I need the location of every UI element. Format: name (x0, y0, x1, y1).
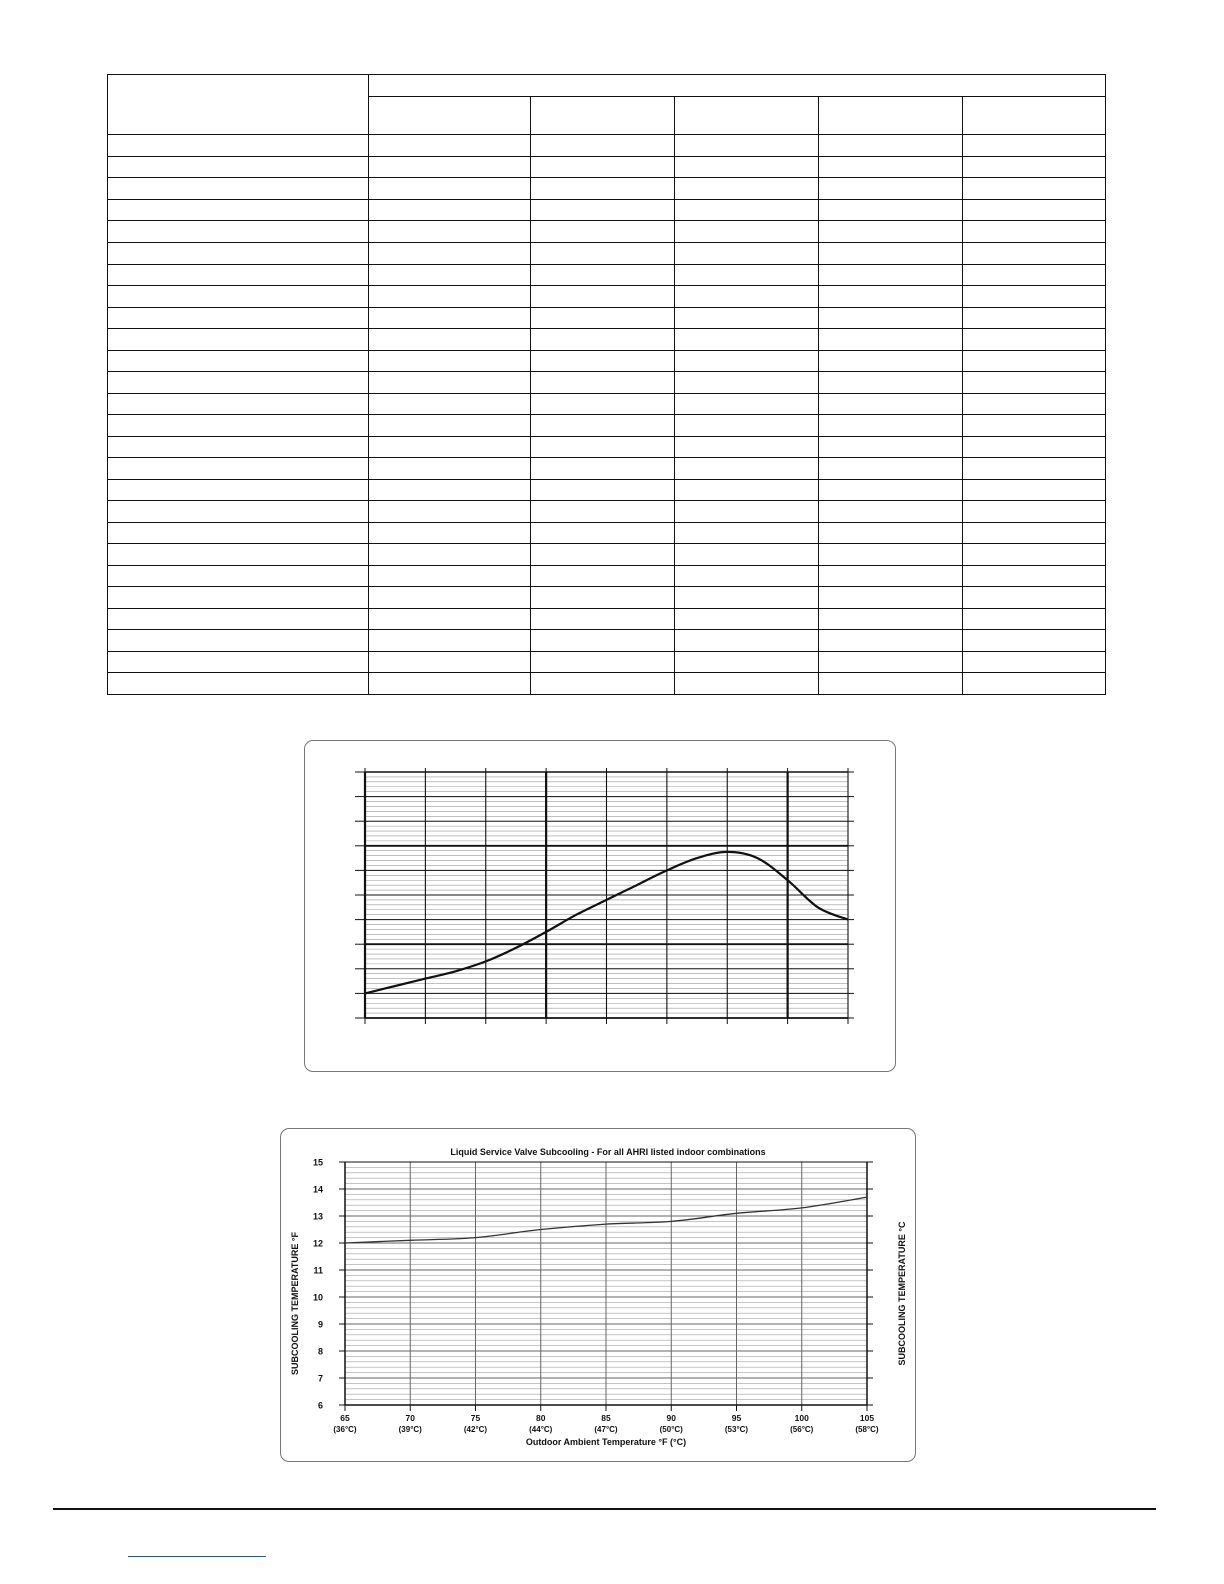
table-cell (369, 501, 531, 523)
table-cell (108, 522, 369, 544)
table-cell (531, 156, 675, 178)
table-cell (369, 673, 531, 695)
table-cell (675, 458, 819, 480)
table-cell (108, 630, 369, 652)
table-row (108, 673, 1106, 695)
x-tick-sublabel: (47°C) (594, 1425, 618, 1434)
table-row (108, 479, 1106, 501)
table-cell (675, 264, 819, 286)
table-cell (369, 651, 531, 673)
table-row (108, 393, 1106, 415)
x-tick-sublabel: (36°C) (333, 1425, 357, 1434)
table-cell (531, 479, 675, 501)
table-row (108, 286, 1106, 308)
table-cell (369, 436, 531, 458)
table-cell (531, 436, 675, 458)
x-tick-sublabel: (44°C) (529, 1425, 553, 1434)
table-row (108, 436, 1106, 458)
y-tick-label: 9 (317, 1319, 323, 1330)
table-cell (819, 135, 963, 157)
table-cell (675, 156, 819, 178)
table-cell (108, 458, 369, 480)
table-cell (369, 156, 531, 178)
table-cell (963, 307, 1106, 329)
table-cell (108, 307, 369, 329)
data-table (107, 74, 1106, 695)
table-cell (963, 565, 1106, 587)
chart-title: Liquid Service Valve Subcooling - For all AHRI listed indoor combinations (450, 1147, 766, 1157)
table-cell (675, 501, 819, 523)
table-cell (819, 221, 963, 243)
y-tick-label: 14 (312, 1184, 323, 1195)
table-cell (369, 479, 531, 501)
table-cell (675, 393, 819, 415)
table-cell (675, 544, 819, 566)
table-cell (369, 135, 531, 157)
table-cell (819, 393, 963, 415)
chart-panel-2 (280, 1128, 916, 1462)
table-cell (963, 501, 1106, 523)
table-row (108, 565, 1106, 587)
table-cell (369, 242, 531, 264)
table-cell (819, 458, 963, 480)
table-cell (531, 608, 675, 630)
table-row (108, 221, 1106, 243)
table-cell (108, 242, 369, 264)
y-tick-label: 12 (312, 1238, 323, 1249)
table-cell (963, 522, 1106, 544)
x-tick-sublabel: (56°C) (790, 1425, 814, 1434)
x-tick-sublabel: (53°C) (724, 1425, 749, 1434)
chart-1 (305, 741, 895, 1071)
table-cell (963, 156, 1106, 178)
table-cell (963, 221, 1106, 243)
table-body (108, 75, 1106, 695)
table-cell (963, 242, 1106, 264)
table-cell (675, 522, 819, 544)
table-cell (108, 479, 369, 501)
table-row (108, 264, 1106, 286)
table-cell (531, 415, 675, 437)
table-cell (369, 199, 531, 221)
x-tick-label: 90 (666, 1413, 676, 1423)
table-cell (819, 479, 963, 501)
table-cell (675, 242, 819, 264)
table-cell (531, 264, 675, 286)
table-cell (369, 608, 531, 630)
table-cell (675, 479, 819, 501)
table-cell (963, 178, 1106, 200)
table-cell (963, 544, 1106, 566)
table-cell (675, 307, 819, 329)
table-cell (108, 608, 369, 630)
table-cell (675, 673, 819, 695)
x-tick-label: 105 (859, 1413, 875, 1423)
table-row (108, 458, 1106, 480)
table-cell (819, 199, 963, 221)
table-cell (108, 329, 369, 351)
table-cell (369, 221, 531, 243)
table-cell (531, 565, 675, 587)
y-tick-label: 10 (312, 1292, 323, 1303)
table-cell (531, 393, 675, 415)
table-cell (819, 608, 963, 630)
table-row (108, 307, 1106, 329)
table-cell (819, 544, 963, 566)
table-row (108, 372, 1106, 394)
table-cell (369, 458, 531, 480)
table-header-cell (819, 96, 963, 134)
x-tick-sublabel: (39°C) (398, 1425, 422, 1434)
table-cell (675, 587, 819, 609)
table-cell (819, 436, 963, 458)
x-tick-sublabel: (50°C) (659, 1425, 683, 1434)
table-cell (819, 630, 963, 652)
table-cell (819, 415, 963, 437)
table-cell (819, 307, 963, 329)
table-cell (108, 264, 369, 286)
table-cell (531, 458, 675, 480)
y-axis-label: SUBCOOLING TEMPERATURE °F (290, 1232, 300, 1375)
x-tick-label: 100 (794, 1413, 809, 1423)
table-cell (531, 178, 675, 200)
table-cell (675, 221, 819, 243)
table-cell (531, 199, 675, 221)
table-cell (675, 135, 819, 157)
table-row (108, 156, 1106, 178)
table-cell (819, 587, 963, 609)
table-cell (963, 608, 1106, 630)
table-cell (819, 673, 963, 695)
table-row (108, 199, 1106, 221)
table-row (108, 587, 1106, 609)
table-row (108, 544, 1106, 566)
table-cell (369, 329, 531, 351)
table-cell (819, 264, 963, 286)
table-cell (108, 544, 369, 566)
table-cell (369, 522, 531, 544)
table-cell (819, 156, 963, 178)
table-cell (819, 178, 963, 200)
table-cell (369, 630, 531, 652)
subcooling-chart (281, 1129, 915, 1461)
table-cell (531, 673, 675, 695)
table-cell (963, 630, 1106, 652)
table-cell (369, 372, 531, 394)
table-cell (819, 651, 963, 673)
table-cell (963, 199, 1106, 221)
table-cell (963, 350, 1106, 372)
table-cell (963, 372, 1106, 394)
table-cell (369, 307, 531, 329)
table-cell (108, 350, 369, 372)
x-tick-sublabel: (58°C) (855, 1425, 879, 1434)
table-cell (675, 178, 819, 200)
table-cell (531, 286, 675, 308)
table-cell (963, 393, 1106, 415)
table-header-cell (675, 96, 819, 134)
table-cell (108, 565, 369, 587)
table-row (108, 522, 1106, 544)
table-cell (531, 587, 675, 609)
table-cell (675, 630, 819, 652)
table-header-cell (963, 96, 1106, 134)
table-row (108, 651, 1106, 673)
table-cell (531, 651, 675, 673)
table-header-cell (108, 75, 369, 135)
table-cell (369, 264, 531, 286)
table-header-row (108, 75, 1106, 97)
table-cell (108, 286, 369, 308)
table-cell (819, 242, 963, 264)
chart-panel-1 (304, 740, 896, 1072)
table-cell (963, 651, 1106, 673)
y-tick-label: 7 (317, 1373, 323, 1384)
table-cell (675, 329, 819, 351)
y-tick-label: 6 (317, 1400, 323, 1411)
table-cell (531, 630, 675, 652)
table-row (108, 608, 1106, 630)
table-cell (963, 286, 1106, 308)
table-cell (108, 221, 369, 243)
table-cell (369, 350, 531, 372)
table-cell (963, 458, 1106, 480)
table-row (108, 415, 1106, 437)
y-axis-label-right: SUBCOOLING TEMPERATURE °C (897, 1221, 907, 1366)
table-cell (369, 565, 531, 587)
table-header-cell (369, 75, 1106, 97)
table-cell (963, 436, 1106, 458)
table-cell (369, 286, 531, 308)
table-cell (675, 565, 819, 587)
table-cell (819, 522, 963, 544)
table-cell (963, 587, 1106, 609)
table-cell (108, 156, 369, 178)
table-cell (108, 372, 369, 394)
table-cell (108, 199, 369, 221)
table-cell (531, 307, 675, 329)
table-cell (675, 608, 819, 630)
y-tick-label: 8 (317, 1346, 323, 1357)
table-cell (675, 372, 819, 394)
table-cell (369, 587, 531, 609)
x-tick-label: 80 (536, 1413, 546, 1423)
x-tick-label: 70 (405, 1413, 415, 1423)
x-axis-label: Outdoor Ambient Temperature °F (°C) (525, 1437, 687, 1447)
table-cell (108, 436, 369, 458)
table-cell (108, 587, 369, 609)
table-cell (819, 372, 963, 394)
table-header-cell (531, 96, 675, 134)
x-tick-sublabel: (42°C) (463, 1425, 488, 1434)
table-cell (531, 350, 675, 372)
y-tick-label: 15 (312, 1157, 323, 1168)
table-cell (675, 199, 819, 221)
table-cell (675, 286, 819, 308)
table-cell (963, 329, 1106, 351)
table-row (108, 242, 1106, 264)
table-cell (675, 350, 819, 372)
table-cell (108, 135, 369, 157)
x-tick-label: 85 (601, 1413, 611, 1423)
table-row (108, 178, 1106, 200)
table-cell (675, 651, 819, 673)
table-cell (108, 415, 369, 437)
table-cell (963, 673, 1106, 695)
table-cell (963, 135, 1106, 157)
table-cell (108, 501, 369, 523)
x-tick-label: 95 (731, 1413, 742, 1423)
table-cell (531, 522, 675, 544)
table-cell (108, 178, 369, 200)
table-cell (963, 264, 1106, 286)
table-row (108, 350, 1106, 372)
table-cell (819, 350, 963, 372)
table-cell (531, 221, 675, 243)
table-cell (531, 544, 675, 566)
table-cell (963, 415, 1106, 437)
footer-link-underline[interactable] (128, 1556, 266, 1557)
y-tick-label: 13 (312, 1211, 323, 1222)
table-cell (531, 329, 675, 351)
footer-rule (53, 1508, 1156, 1510)
x-tick-label: 75 (470, 1413, 481, 1423)
table-cell (819, 501, 963, 523)
table-cell (963, 479, 1106, 501)
table-cell (108, 393, 369, 415)
table-cell (108, 673, 369, 695)
table-cell (369, 393, 531, 415)
table-cell (819, 329, 963, 351)
table-cell (108, 651, 369, 673)
table-header-cell (369, 96, 531, 134)
x-tick-label: 65 (340, 1413, 350, 1423)
table-cell (369, 544, 531, 566)
table-cell (531, 501, 675, 523)
table-cell (819, 565, 963, 587)
table-cell (531, 372, 675, 394)
table-row (108, 329, 1106, 351)
table-cell (531, 135, 675, 157)
table-cell (369, 415, 531, 437)
y-tick-label: 11 (313, 1265, 323, 1276)
table-cell (819, 286, 963, 308)
table-cell (675, 436, 819, 458)
table-cell (369, 178, 531, 200)
table-cell (675, 415, 819, 437)
table-row (108, 501, 1106, 523)
table-cell (531, 242, 675, 264)
table-row (108, 630, 1106, 652)
table-row (108, 135, 1106, 157)
